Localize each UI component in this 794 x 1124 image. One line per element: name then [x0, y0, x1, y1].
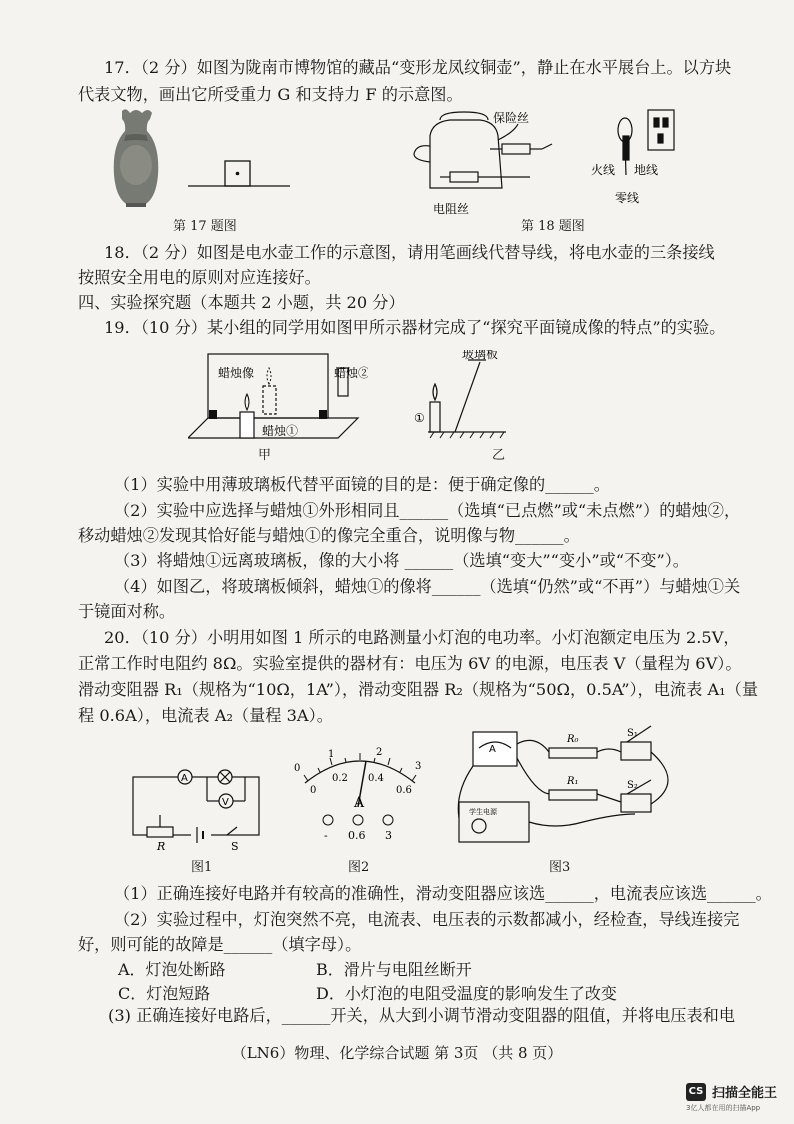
terminal-neg: -	[324, 829, 328, 842]
terminal-06: 0.6	[348, 829, 366, 842]
voltmeter-symbol: V	[222, 797, 229, 808]
scanner-app-name: 扫描全能王	[712, 1086, 778, 1101]
section4-heading: 四、实验探究题（本题共 2 小题，共 20 分）	[78, 293, 405, 312]
label-candle-image: 蜡烛像	[218, 366, 255, 380]
label-neutral: 零线	[615, 191, 640, 205]
q19-s2a: （2）实验中应选择与蜡烛①外形相同且______（选填“已点燃”或“未点燃”）的蜡烛②，	[114, 501, 741, 520]
label-power-supply: 学生电源	[469, 808, 497, 816]
q17-caption: 第 17 题图	[173, 219, 237, 234]
fig20-1-circuit	[125, 765, 275, 854]
fig20-3-caption: 图3	[549, 860, 571, 875]
label-R: R	[157, 840, 166, 850]
label-R0: R₀	[567, 734, 579, 745]
label-candle1-yi: ①	[414, 411, 425, 425]
scanner-tagline: 3亿人都在用的扫描App	[686, 1104, 761, 1112]
bronze-vase-photo	[114, 109, 159, 207]
label-S1: S₁	[627, 728, 638, 739]
fig17	[100, 105, 290, 219]
q19-s3: （3）将蜡烛①远离玻璃板，像的大小将 ______（选填“变大”“变小”或“不变”）。	[114, 551, 689, 570]
fig20-1-caption: 图1	[191, 860, 213, 875]
label-R1: R₁	[567, 776, 579, 787]
q19-s1: （1）实验中用薄玻璃板代替平面镜的目的是：便于确定像的______。	[114, 475, 610, 494]
label-S2: S₂	[627, 780, 638, 791]
q17-line2: 代表文物，画出它所受重力 G 和支持力 F 的示意图。	[78, 85, 463, 104]
q18-line2: 按照安全用电的原则对应连接好。	[78, 268, 321, 287]
q19-s4b: 于镜面对称。	[78, 602, 176, 621]
fig18	[410, 100, 700, 219]
q19-s4a: （4）如图乙，将玻璃板倾斜，蜡烛①的像将______（选填“仍然”或“不再”）与蜡烛①关	[114, 577, 741, 596]
cs-logo-icon: CS	[686, 1083, 706, 1101]
unit-A: A	[354, 795, 365, 811]
tick-bottom-2: 0.4	[368, 773, 384, 784]
q20-option-d: D．小灯泡的电阻受温度的影响发生了改变	[316, 984, 617, 1003]
q20-s2a: （2）实验过程中，灯泡突然不亮，电流表、电压表的示数都减小，经检查，导线连接完	[114, 910, 740, 929]
q20-option-b: B．滑片与电阻丝断开	[316, 960, 472, 979]
fig19-jia-caption: 甲	[258, 448, 272, 463]
q20-s2b: 好，则可能的故障是______（填字母）。	[78, 935, 362, 954]
tick-top-3: 3	[415, 761, 422, 772]
tick-bottom-1: 0.2	[332, 773, 348, 784]
fig19-jia	[188, 350, 368, 464]
tick-top-0: 0	[294, 763, 301, 774]
q18-caption: 第 18 题图	[521, 219, 585, 234]
label-candle1: 蜡烛①	[262, 424, 299, 438]
terminal-3: 3	[385, 829, 392, 842]
fig20-2-caption: 图2	[348, 860, 370, 875]
q19-s2b: 移动蜡烛②发现其恰好能与蜡烛①的像完全重合，说明像与物______。	[78, 526, 580, 545]
tick-bottom-3: 0.6	[396, 785, 412, 796]
label-fuse: 保险丝	[493, 111, 530, 125]
meter-A-label: A	[489, 744, 496, 755]
q20-line1: 20．（10 分）小明用如图 1 所示的电路测量小灯泡的电功率。小灯泡额定电压为 2.5V，	[104, 628, 740, 647]
fig20-2-ammeter	[290, 745, 430, 854]
q20-option-c: C．灯泡短路	[118, 984, 211, 1003]
label-glass: 玻璃板	[462, 350, 499, 361]
q20-s1: （1）正确连接好电路并有较高的准确性，滑动变阻器应该选______，电流表应该选______。	[114, 884, 772, 903]
q18-line1: 18．（2 分）如图是电水壶工作的示意图，请用笔画线代替导线，将电水壶的三条接线	[104, 243, 715, 262]
label-live: 火线	[591, 163, 616, 177]
q20-option-a: A．灯泡处断路	[118, 960, 226, 979]
ammeter-symbol: A	[181, 773, 188, 784]
tick-bottom-0: 0	[310, 785, 317, 796]
q20-line2: 正常工作时电阻约 8Ω。实验室提供的器材有：电压为 6V 的电源，电压表 V（量程为 6V）。	[78, 654, 742, 673]
label-ground: 地线	[634, 163, 659, 177]
q17-line1: 17．（2 分）如图为陇南市博物馆的藏品“变形龙凤纹铜壶”，静止在水平展台上。以方块	[104, 58, 732, 77]
fig19-yi	[410, 350, 520, 444]
fig19-yi-caption: 乙	[492, 448, 506, 463]
q20-s3: (3) 正确连接好电路后，______开关，从大到小调节滑动变阻器的阻值，并将电压表和电	[108, 1006, 736, 1025]
scanner-logo	[686, 1082, 777, 1101]
label-resistor: 电阻丝	[433, 202, 470, 215]
fig20-3-physical	[455, 722, 685, 858]
center-dot	[236, 172, 240, 176]
tick-top-2: 2	[376, 747, 383, 758]
tick-top-1: 1	[328, 749, 335, 760]
page-footer: （LN6）物理、化学综合试题 第 3页 （共 8 页）	[231, 1044, 563, 1062]
q19-line1: 19．（10 分）某小组的同学用如图甲所示器材完成了“探究平面镜成像的特点”的实验。	[104, 318, 726, 337]
q20-line4: 程 0.6A），电流表 A₂（量程 3A）。	[78, 706, 333, 725]
q20-line3: 滑动变阻器 R₁（规格为“10Ω，1A”），滑动变阻器 R₂（规格为“50Ω，0.5A”），电流表 A₁（量	[78, 680, 759, 699]
label-candle2: 蜡烛②	[334, 366, 368, 380]
label-S: S	[231, 840, 239, 850]
